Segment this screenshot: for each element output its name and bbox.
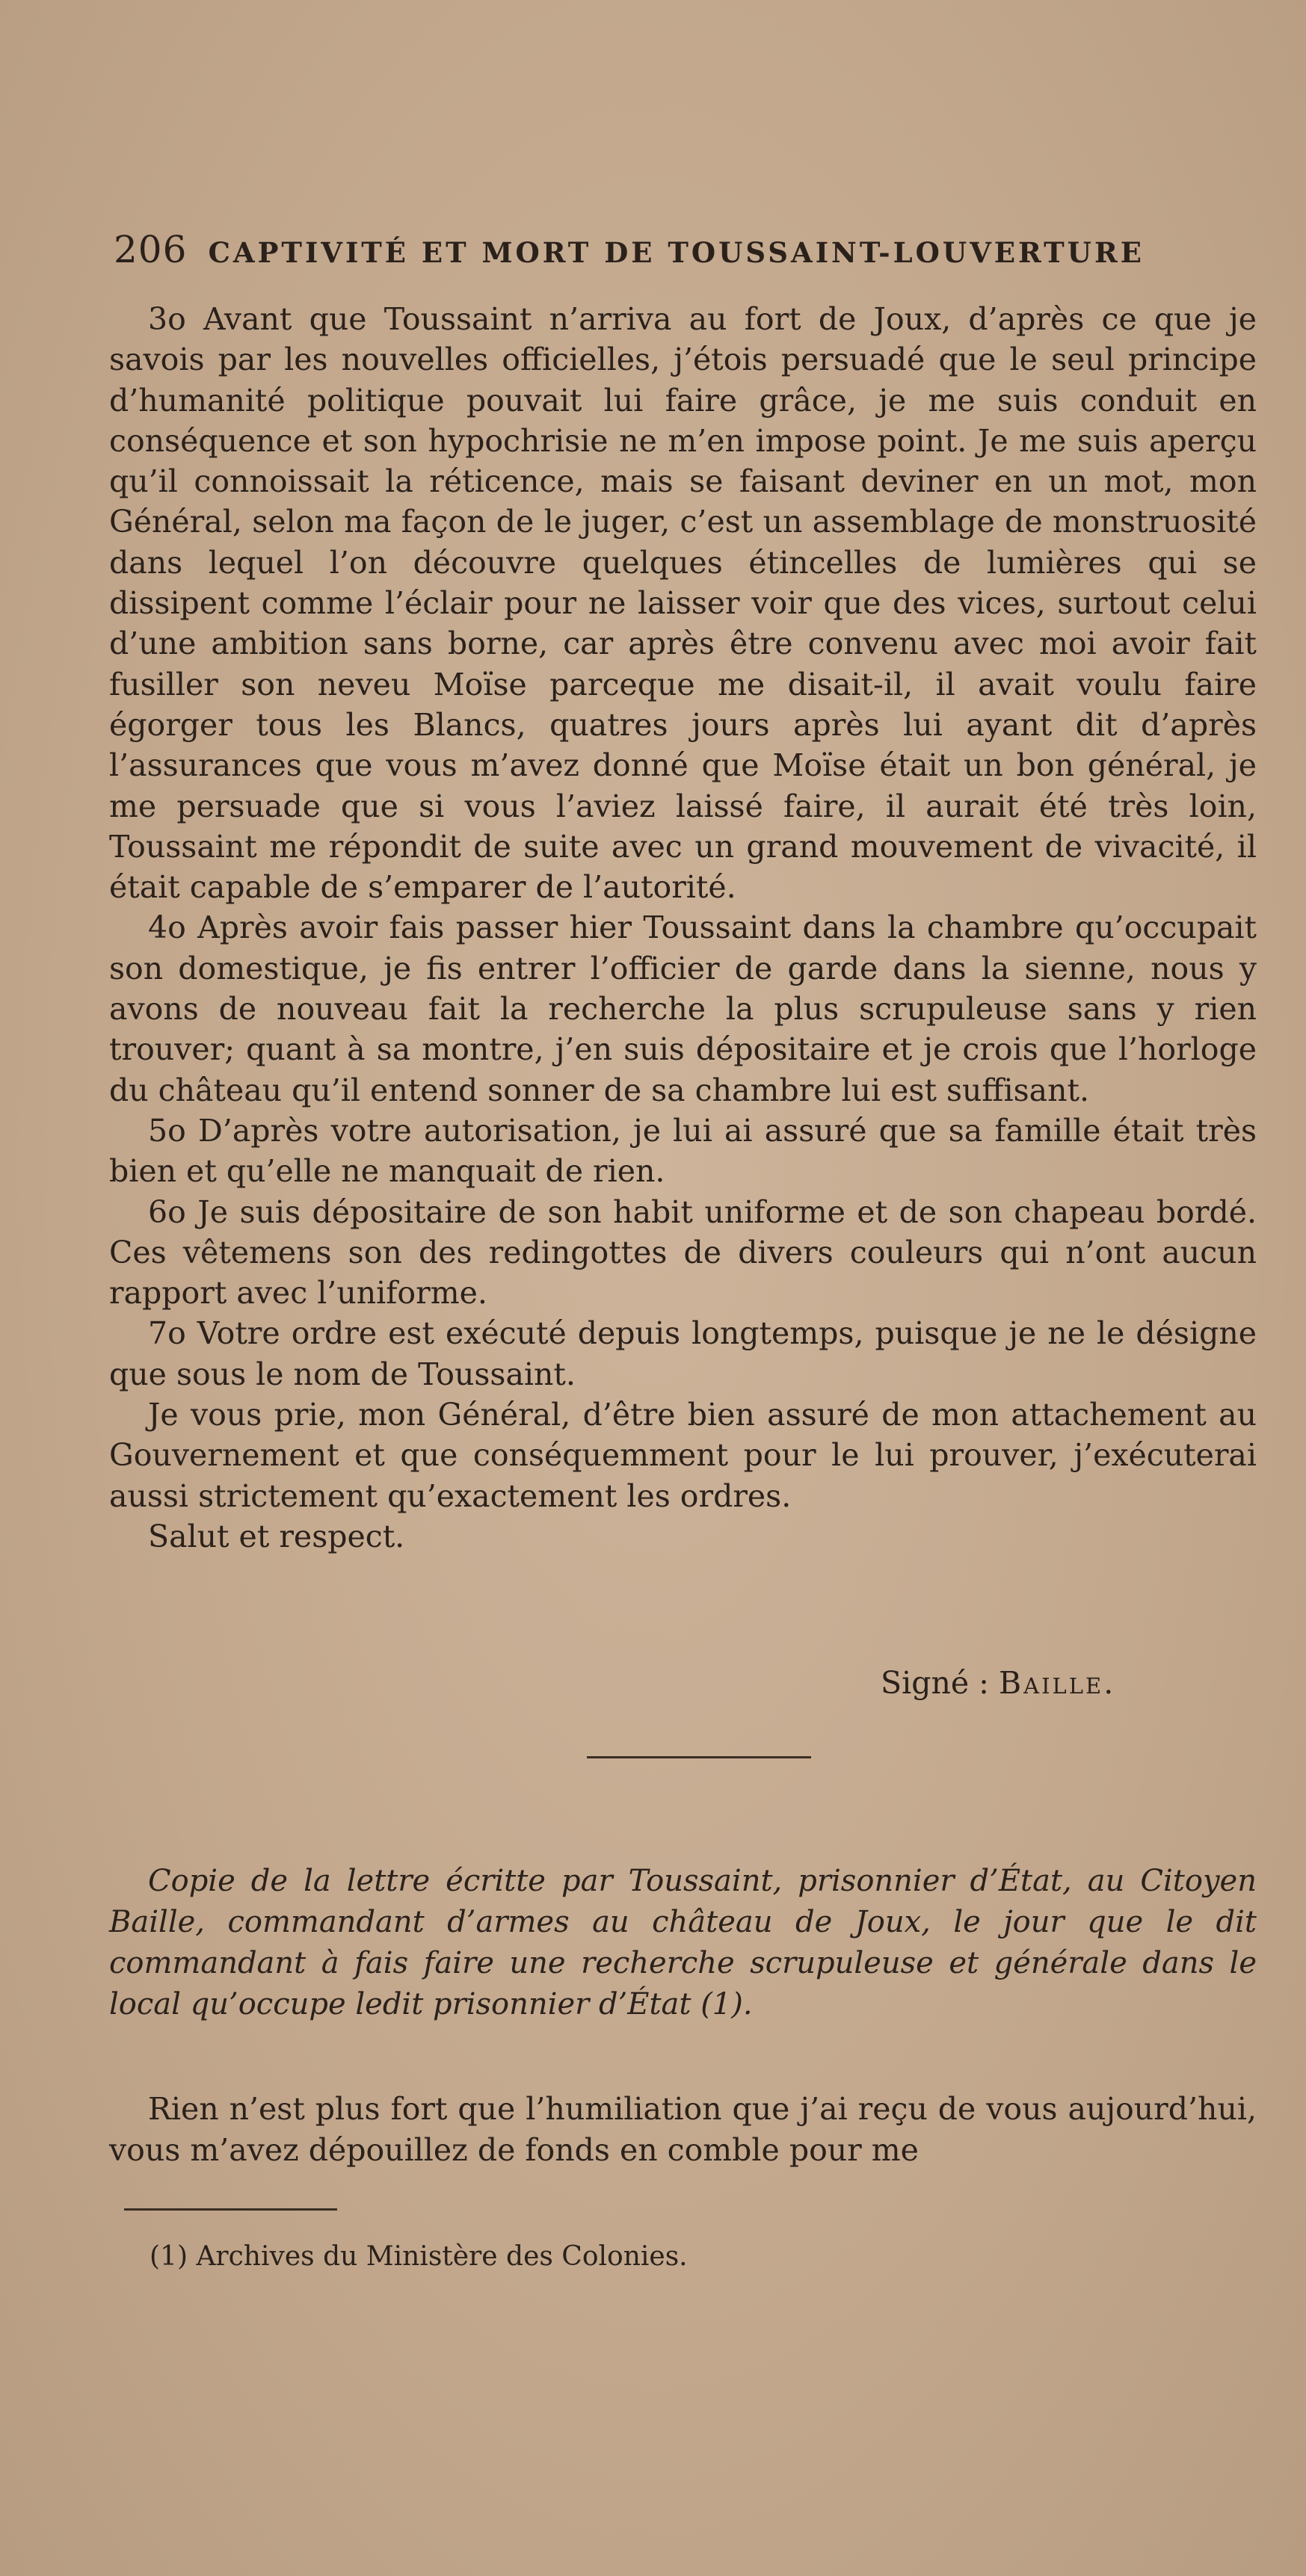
paragraph-point-7: 7o Votre ordre est exécuté depuis longtemps, puisque je ne le désigne que sous le nom de Toussaint.: [109, 1315, 1257, 1392]
paragraph-salutation: Salut et respect.: [148, 1518, 405, 1554]
letter-body: Rien n’est plus fort que l’humiliation que j’ai reçu de vous aujourd’hui, vous m’avez dépouillez de fonds en comble pour me: [109, 2091, 1257, 2168]
paragraph-point-6: 6o Je suis dépositaire de son habit uniforme et de son chapeau bordé. Ces vêtemens son des redingottes de divers couleurs qui n’ont aucun rapport avec l’uniforme.: [109, 1193, 1257, 1312]
page-header: [114, 228, 1190, 271]
footnote: (1) Archives du Ministère des Colonies.: [150, 2241, 688, 2272]
paragraph-point-5: 5o D’après votre autorisation, je lui ai assuré que sa famille était très bien et qu’elle ne manquait de rien.: [109, 1112, 1257, 1190]
letter-title: Copie de la lettre écritte par Toussaint, prisonnier d’État, au Citoyen Baille, commandant d’armes au château de Joux, le jour que le dit commandant à fais faire une recherche scrupuleuse et générale dans le local qu’occupe ledit prisonnier d’État (1).: [109, 1864, 1257, 2021]
signature-prefix: Signé :: [881, 1665, 999, 1701]
signature-name: Baille.: [999, 1665, 1116, 1701]
page-number: 206: [114, 228, 188, 271]
section-divider: [587, 1756, 811, 1758]
letter-text: [109, 2089, 1257, 2171]
paragraph-point-3: 3o Avant que Toussaint n’arriva au fort de Joux, d’après ce que je savois par les nouvelles officielles, j’étois persuadé que le seul principe d’humanité politique pouvait lui faire grâce, je me suis conduit en conséquence et son hypochrisie ne m’en impose point. Je me suis aperçu qu’il connoissait la réticence, mais se faisant deviner en un mot, mon Général, selon ma façon de le juger, c’est un assemblage de monstruosité dans lequel l’on découvre quelques étincelles de lumières qui se dissipent comme l’éclair pour ne laisser voir que des vices, surtout celui d’une ambition sans borne, car après être convenu avec moi avoir fait fusiller son neveu Moïse parceque me disait-il, il avait voulu faire égorger tous les Blancs, quatres jours après lui ayant dit d’après l’assurances que vous m’avez donné que Moïse était un bon général, je me persuade que si vous l’aviez laissé faire, il aurait été très loin, Toussaint me répondit de suite avec un grand mouvement de vivacité, il était capable de s’emparer de l’autorité.: [109, 301, 1257, 906]
paragraph-closing: Je vous prie, mon Général, d’être bien assuré de mon attachement au Gouvernement et que conséquemment pour le lui prouver, j’exécuterai aussi strictement qu’exactement les ordres.: [109, 1397, 1257, 1514]
report-body: [109, 299, 1257, 1557]
running-title: CAPTIVITÉ ET MORT DE TOUSSAINT-LOUVERTURE: [208, 236, 1145, 269]
signature: [881, 1663, 1115, 1703]
paragraph-point-4: 4o Après avoir fais passer hier Toussaint dans la chambre qu’occupait son domestique, je fis entrer l’officier de garde dans la sienne, nous y avons de nouveau fait la recherche la plus scrupuleuse sans y rien trouver; quant à sa montre, j’en suis dépositaire et je crois que l’horloge du château qu’il entend sonner de sa chambre lui est suffisant.: [109, 909, 1257, 1108]
letter-title-block: [109, 1861, 1257, 2025]
footnote-divider: [124, 2208, 337, 2211]
